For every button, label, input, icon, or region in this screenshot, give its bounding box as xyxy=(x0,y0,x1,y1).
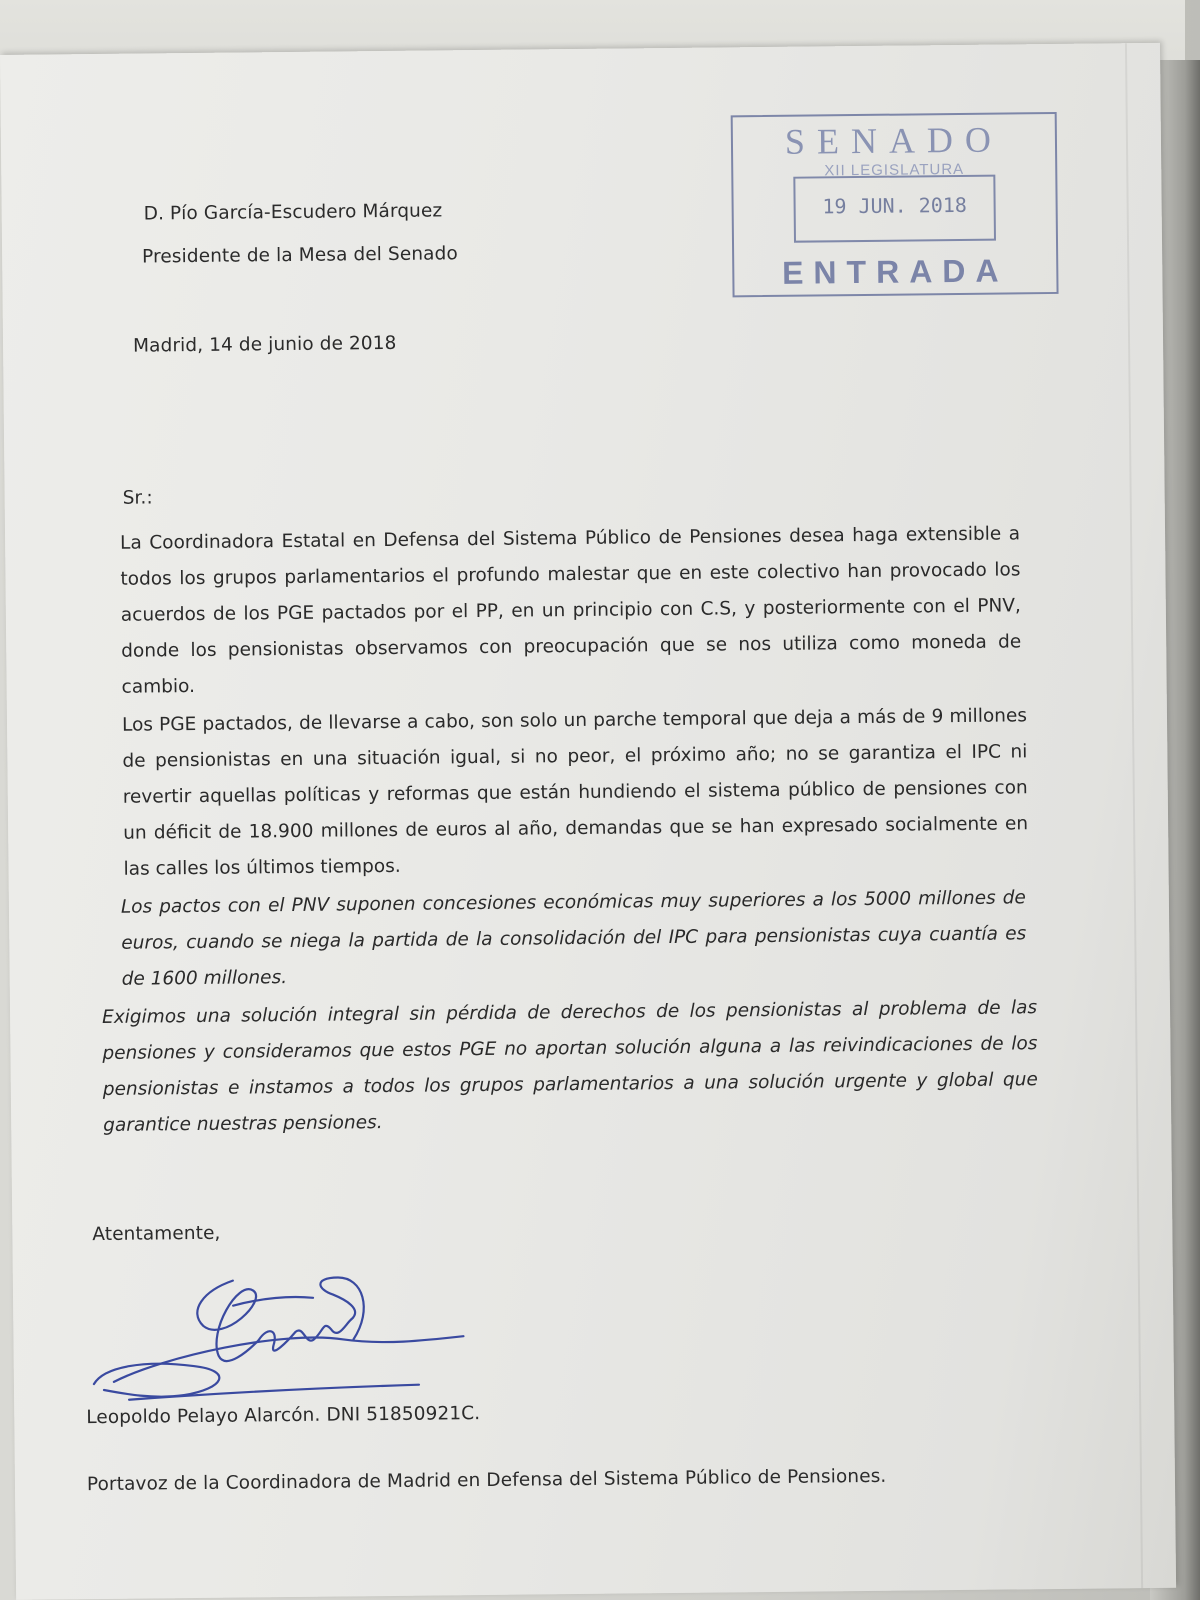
salutation: Sr.: xyxy=(122,487,153,509)
recipient-name: D. Pío García-Escudero Márquez xyxy=(143,200,443,225)
paragraph-4: Exigimos una solución integral sin pérdida de derechos de los pensionistas al problema de las pensiones y consideramos que estos PGE no aportan solución alguna a las reivindicaciones de los pensionistas e instamos a todos los grupos parlamentarios a una solución urgente y global que garantice nuestras pensiones. xyxy=(101,997,1038,1136)
stamp-entrada-label: ENTRADA xyxy=(781,252,1009,291)
stamp-institution: SENADO xyxy=(784,119,1004,162)
paragraph-2: Los PGE pactados, de llevarse a cabo, son solo un parche temporal que deja a más de 9 millones de pensionistas en una situación igual, si no peor, el próximo año; no se garantiza el IPC ni revertir aquellas políticas y reformas que están hundiendo el sistema público de pensiones con un déficit de 18.900 millones de euros al año, demandas que se han expresado socialmente en las calles los últimos tiempos. xyxy=(121,705,1029,880)
stamp-date-box xyxy=(793,175,996,243)
stamp-date: 19 JUN. 2018 xyxy=(822,192,967,219)
signer-role: Portavoz de la Coordinadora de Madrid en Defensa del Sistema Público de Pensiones. xyxy=(86,1465,887,1496)
recipient-title: Presidente de la Mesa del Senado xyxy=(142,243,458,268)
senado-entry-stamp xyxy=(731,112,1059,297)
closing: Atentamente, xyxy=(92,1222,221,1246)
signer-name: Leopoldo Pelayo Alarcón. DNI 51850921C. xyxy=(86,1403,481,1429)
handwritten-signature xyxy=(83,1268,484,1402)
letter-page xyxy=(0,43,1176,1600)
paragraph-1: La Coordinadora Estatal en Defensa del Sistema Público de Pensiones desea haga extensible a todos los grupos parlamentarios el profundo malestar que en este colectivo han provocado los acuerdos de los PGE pactados por el PP, en un principio con C.S, y posteriormente con el PNV, donde los pensionistas observamos con preocupación que se nos utiliza como moneda de cambio. xyxy=(120,523,1022,698)
stamp-legislature: XII LEGISLATURA xyxy=(824,160,965,180)
page-fold-shadow xyxy=(1125,43,1143,1588)
paragraph-3: Los pactos con el PNV suponen concesiones económicas muy superiores a los 5000 millones de euros, cuando se niega la partida de la consolidación del IPC para pensionistas cuya cuantía es de 1600 millones. xyxy=(120,887,1027,990)
place-date: Madrid, 14 de junio de 2018 xyxy=(132,332,397,357)
